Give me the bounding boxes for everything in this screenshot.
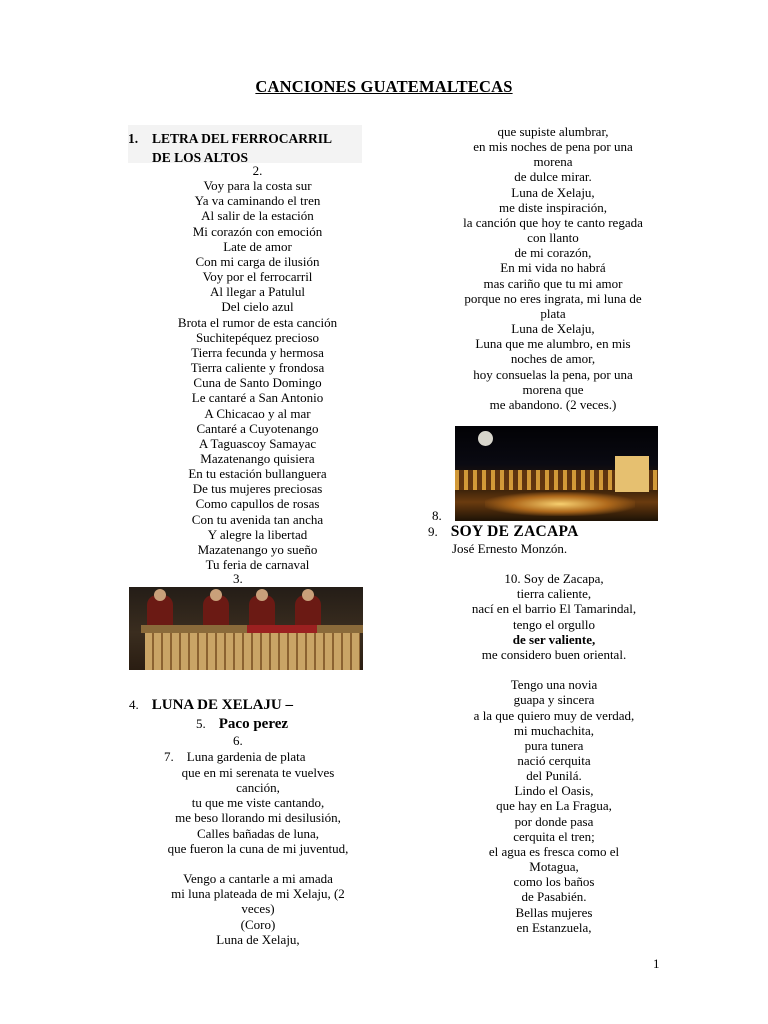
lyric-line: de dulce mirar. <box>514 169 592 185</box>
page-number: 1 <box>653 956 660 971</box>
section-4-heading <box>129 697 293 714</box>
lyric-line: Tierra caliente y frondosa <box>190 360 325 376</box>
lyric-line: Al llegar a Patulul <box>210 284 305 300</box>
lyric-line: por donde pasa <box>514 813 594 829</box>
lyric-line: Vengo a cantarle a mi amada <box>183 871 333 887</box>
lyric-line: veces) <box>241 901 275 917</box>
lyric-line: cerquita el tren; <box>513 828 595 844</box>
lyric-line: hoy consuelas la pena, por una <box>473 366 633 382</box>
lyric-line: Motagua, <box>529 859 579 875</box>
lyric-line: pura tunera <box>524 737 584 753</box>
section-4-title: LUNA DE XELAJU – <box>151 697 294 713</box>
lyric-line: mi muchachita, <box>513 722 595 738</box>
lyric-line: de ser valiente, <box>512 631 596 647</box>
item-number-8: 8. <box>432 508 442 523</box>
lyric-line: A Taguascoy Samayac <box>198 435 317 451</box>
lyric-line: tierra caliente, <box>516 586 592 602</box>
lyric-line: Y alegre la libertad <box>207 526 308 542</box>
lyric-line: porque no eres ingrata, mi luna de <box>464 290 642 306</box>
night-city-photo <box>455 426 658 521</box>
section-9-number: 9. <box>428 524 438 539</box>
song-author-paco-perez: Paco perez <box>218 716 289 732</box>
section-7-number: 7. <box>164 749 174 764</box>
lyric-line: Voy para la costa sur <box>203 178 312 194</box>
lyric-line: Brota el rumor de esta canción <box>177 314 338 330</box>
section-1-heading <box>128 125 362 163</box>
lyric-line: Tu feria de carnaval <box>205 557 310 573</box>
lyric-line: el agua es fresca como el <box>488 843 620 859</box>
lyric-line: Luna de Xelaju, <box>511 321 595 337</box>
lyric-line: nació cerquita <box>517 753 591 768</box>
lyric-line: morena que <box>522 381 584 397</box>
lyric-line: Mazatenango quisiera <box>200 450 315 466</box>
lyric-line: Le cantaré a San Antonio <box>191 390 324 406</box>
lyric-line: Voy por el ferrocarril <box>202 269 313 285</box>
lyric-line: Calles bañadas de luna, <box>196 825 319 841</box>
lyric-line: mas cariño que tu mi amor <box>483 275 623 291</box>
lyric-line: Mazatenango yo sueño <box>197 541 318 557</box>
lyric-line <box>440 556 668 571</box>
soy-de-zacapa-lyrics <box>440 556 668 935</box>
item-number-3: 3. <box>233 571 243 586</box>
lyric-line: noches de amor, <box>510 351 596 367</box>
section-9-heading <box>428 523 579 541</box>
lyric-line: Mi corazón con emoción <box>192 223 323 239</box>
section-7-first-line: Luna gardenia de plata <box>186 749 306 764</box>
section-9-title: SOY DE ZACAPA <box>450 523 579 540</box>
lyric-line: tengo el orgullo <box>512 616 596 632</box>
lyric-line: Luna de Xelaju, <box>511 184 595 200</box>
song-author-monzon: José Ernesto Monzón. <box>452 541 568 556</box>
lyric-line: en mis noches de pena por una <box>473 139 633 155</box>
lyric-line: en Estanzuela, <box>516 919 592 935</box>
section-1-number: 1. <box>128 131 139 146</box>
lyric-line: tu que me viste cantando, <box>191 795 325 811</box>
item-number-6: 6. <box>233 733 243 748</box>
marimba-photo <box>129 587 363 670</box>
lyric-line: Lindo el Oasis, <box>514 783 594 799</box>
lyric-line: A Chicacao y al mar <box>204 405 311 421</box>
document-title: CANCIONES GUATEMALTECAS <box>255 77 513 96</box>
lyric-line: Con tu avenida tan ancha <box>191 511 324 527</box>
lyric-line: de Pasabién. <box>521 889 587 905</box>
lyric-line: Luna de Xelaju, <box>216 931 300 947</box>
section-5-heading <box>196 716 288 733</box>
section-1-title-line2: DE LOS ALTOS <box>152 150 249 165</box>
lyric-line: guapa y sincera <box>513 692 595 708</box>
section-1-title-line1: LETRA DEL FERROCARRIL <box>152 131 333 146</box>
lyric-line: nací en el barrio El Tamarindal, <box>471 601 637 617</box>
lyric-line: Del cielo azul <box>221 299 294 315</box>
luna-de-xelaju-lyrics-right <box>448 124 658 412</box>
lyric-line: me beso llorando mi desilusión, <box>175 810 341 826</box>
lyric-line: a la que quiero muy de verdad, <box>473 707 635 723</box>
lyric-line: la canción que hoy te canto regada <box>463 214 643 230</box>
lyric-line: 10. Soy de Zacapa, <box>504 571 604 587</box>
lyric-line: Con mi carga de ilusión <box>195 253 320 269</box>
lyric-line: En tu estación bullanguera <box>188 466 327 482</box>
lyric-line: Tierra fecunda y hermosa <box>191 344 324 360</box>
lyric-line: de mi corazón, <box>514 245 592 261</box>
lyric-line: Al salir de la estación <box>201 208 314 224</box>
lyric-line: Cantaré a Cuyotenango <box>196 420 319 436</box>
lyric-line: plata <box>540 305 566 321</box>
lyric-line: canción, <box>236 780 280 796</box>
lyric-line: Tengo una novia <box>510 677 598 693</box>
lyric-line: (Coro) <box>240 916 276 932</box>
lyric-line: Cuna de Santo Domingo <box>193 375 322 391</box>
lyric-line: De tus mujeres preciosas <box>192 481 323 497</box>
lyric-line: del Punilá. <box>526 768 582 784</box>
lyric-line: me considero buen oriental. <box>481 646 627 662</box>
lyric-line: Luna que me alumbro, en mis <box>475 336 631 352</box>
lyric-line: Suchitepéquez precioso <box>195 329 320 345</box>
lyric-line: Ya va caminando el tren <box>194 193 321 209</box>
lyric-line: me abandono. (2 veces.) <box>489 396 617 412</box>
lyric-line: En mi vida no habrá <box>500 260 606 276</box>
lyric-line: Late de amor <box>223 238 292 254</box>
section-4-number: 4. <box>129 697 139 712</box>
lyric-line: que hay en La Fragua, <box>496 798 612 814</box>
lyric-line: con llanto <box>527 230 579 246</box>
lyric-line: me diste inspiración, <box>499 199 607 215</box>
lyric-line: morena <box>533 154 573 170</box>
lyric-line: como los baños <box>513 874 595 890</box>
lyric-line: mi luna plateada de mi Xelaju, (2 <box>171 886 345 902</box>
left-column-lyrics <box>150 163 365 572</box>
lyric-line: que fueron la cuna de mi juventud, <box>167 840 349 856</box>
lyric-line: que supiste alumbrar, <box>497 124 609 139</box>
lyric-line <box>440 662 668 677</box>
lyric-line: Bellas mujeres <box>515 904 593 920</box>
section-7-line <box>164 749 306 765</box>
lyric-line: 2. <box>252 163 263 178</box>
lyric-line: Como capullos de rosas <box>195 496 320 512</box>
section-5-number: 5. <box>196 716 206 731</box>
luna-de-xelaju-lyrics-left <box>148 765 368 947</box>
lyric-line <box>148 856 368 871</box>
lyric-line: que en mi serenata te vuelves <box>181 765 335 780</box>
